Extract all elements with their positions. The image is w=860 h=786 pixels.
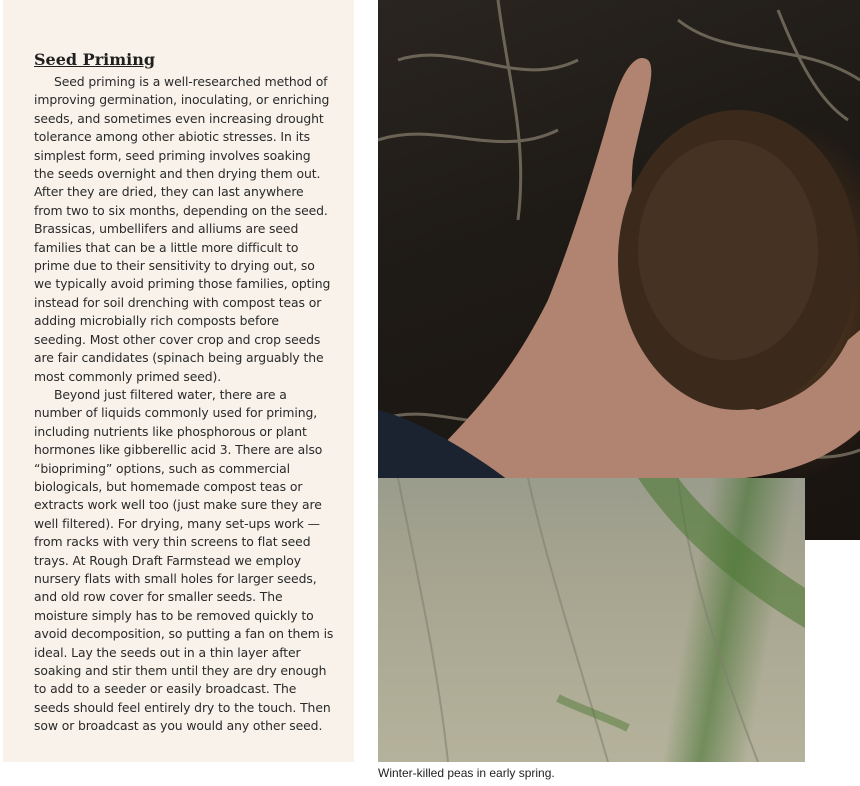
winter-killed-peas-photo <box>378 478 805 762</box>
article-paragraph-1: Seed priming is a well-researched method of improving germination, inoculating, or enriching seeds, and sometimes even increasing drought tolerance among other abiotic stresses. In its simplest form, seed priming involves soaking the seeds overnight and then drying them out. After they are dried, they can last anywhere from two to six months, depending on the seed. Brassicas, umbellifers and alliums are seed families that can be a little more difficult to prime due to their sensitivity to drying out, so we typically avoid priming those families, opting instead for soil drenching with compost teas or adding microbially rich composts before seeding. Most other cover crop and crop seeds are fair candidates (spinach being arguably the most commonly primed seed). <box>34 74 331 384</box>
article-sidebar <box>3 0 354 762</box>
green-strip <box>638 478 805 628</box>
soil-highlight <box>638 140 818 360</box>
field-photo-illustration <box>378 478 805 762</box>
article-body <box>34 50 334 736</box>
soil-in-hand-photo <box>378 0 860 540</box>
green-patch <box>558 698 628 728</box>
soil-photo-illustration <box>378 0 860 540</box>
article-heading: Seed Priming <box>34 50 156 69</box>
photo-caption: Winter-killed peas in early spring. <box>378 766 555 780</box>
article-paragraph-2: Beyond just filtered water, there are a number of liquids commonly used for priming, including nutrients like phosphorous or plant hormones like gibberellic acid 3. There are also “biopriming” options, such as commercial biologicals, but homemade compost teas or extracts work well too (just make sure they are well filtered). For drying, many set-ups work — from racks with very thin screens to flat seed trays. At Rough Draft Farmstead we employ nursery flats with small holes for larger seeds, and old row cover for smaller seeds. The moisture simply has to be removed quickly to avoid decomposition, so putting a fan on them is ideal. Lay the seeds out in a thin layer after soaking and stir them until they are dry enough to add to a seeder or easily broadcast. The seeds should feel entirely dry to the touch. Then sow or broadcast as you would any other seed. <box>34 386 334 734</box>
